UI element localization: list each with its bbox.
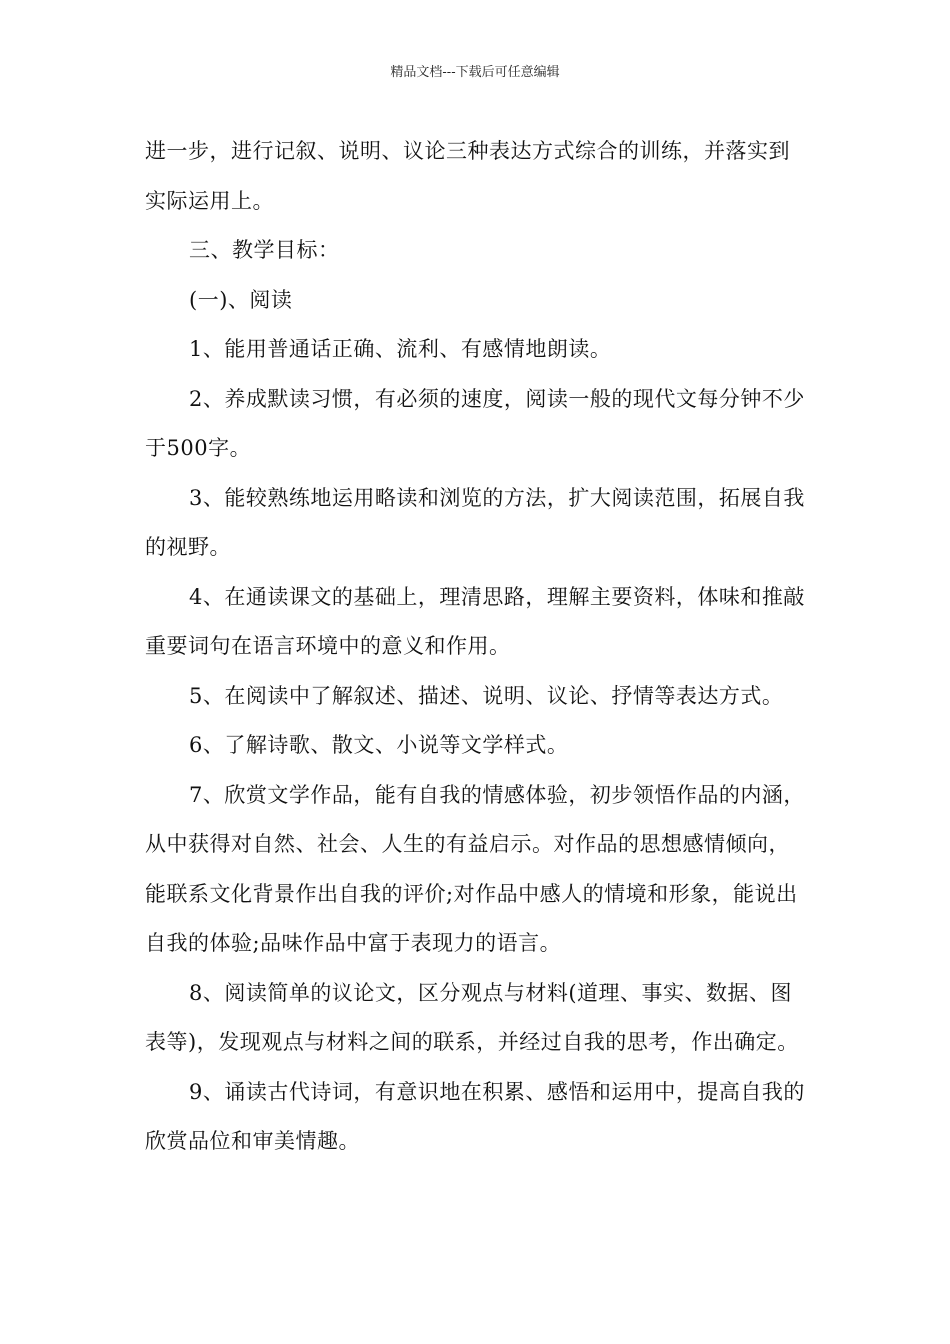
- list-item-5: 5、在阅读中了解叙述、描述、说明、议论、抒情等表达方式。: [189, 683, 784, 708]
- list-item-9: 9、诵读古代诗词，有意识地在积累、感悟和运用中，提高自我的欣赏品位和审美情趣。: [145, 1079, 805, 1153]
- list-item-3: 3、能较熟练地运用略读和浏览的方法，扩大阅读范围，拓展自我的视野。: [145, 485, 805, 559]
- body-text: [145, 127, 810, 1167]
- list-item-6: 6、了解诗歌、散文、小说等文学样式。: [189, 733, 569, 757]
- list-item-1: 1、能用普通话正确、流利、有感情地朗读。: [189, 337, 612, 361]
- list-item-7: 7、欣赏文学作品，能有自我的情感体验，初步领悟作品的内涵，从中获得对自然、社会、人生的有益启示。对作品的思想感情倾向，能联系文化背景作出自我的评价;对作品中感人的情境和形象，能说出自我的体验;品味作品中富于表现力的语言。: [145, 782, 805, 955]
- paragraph-continuation: 进一步，进行记叙、说明、议论三种表达方式综合的训练，并落实到实际运用上。: [145, 139, 790, 213]
- list-item-8: 8、阅读简单的议论文，区分观点与材料(道理、事实、数据、图表等)，发现观点与材料之间的联系，并经过自我的思考，作出确定。: [145, 980, 799, 1054]
- list-item-4: 4、在通读课文的基础上，理清思路，理解主要资料，体味和推敲重要词句在语言环境中的意义和作用。: [145, 584, 805, 658]
- list-item-2: 2、养成默读习惯，有必须的速度，阅读一般的现代文每分钟不少于500字。: [145, 386, 805, 460]
- section-heading-teaching-goals: 三、教学目标：: [189, 238, 340, 262]
- subsection-heading-reading: (一)、阅读: [189, 287, 293, 312]
- page-header: 精品文档---下载后可任意编辑: [390, 65, 560, 80]
